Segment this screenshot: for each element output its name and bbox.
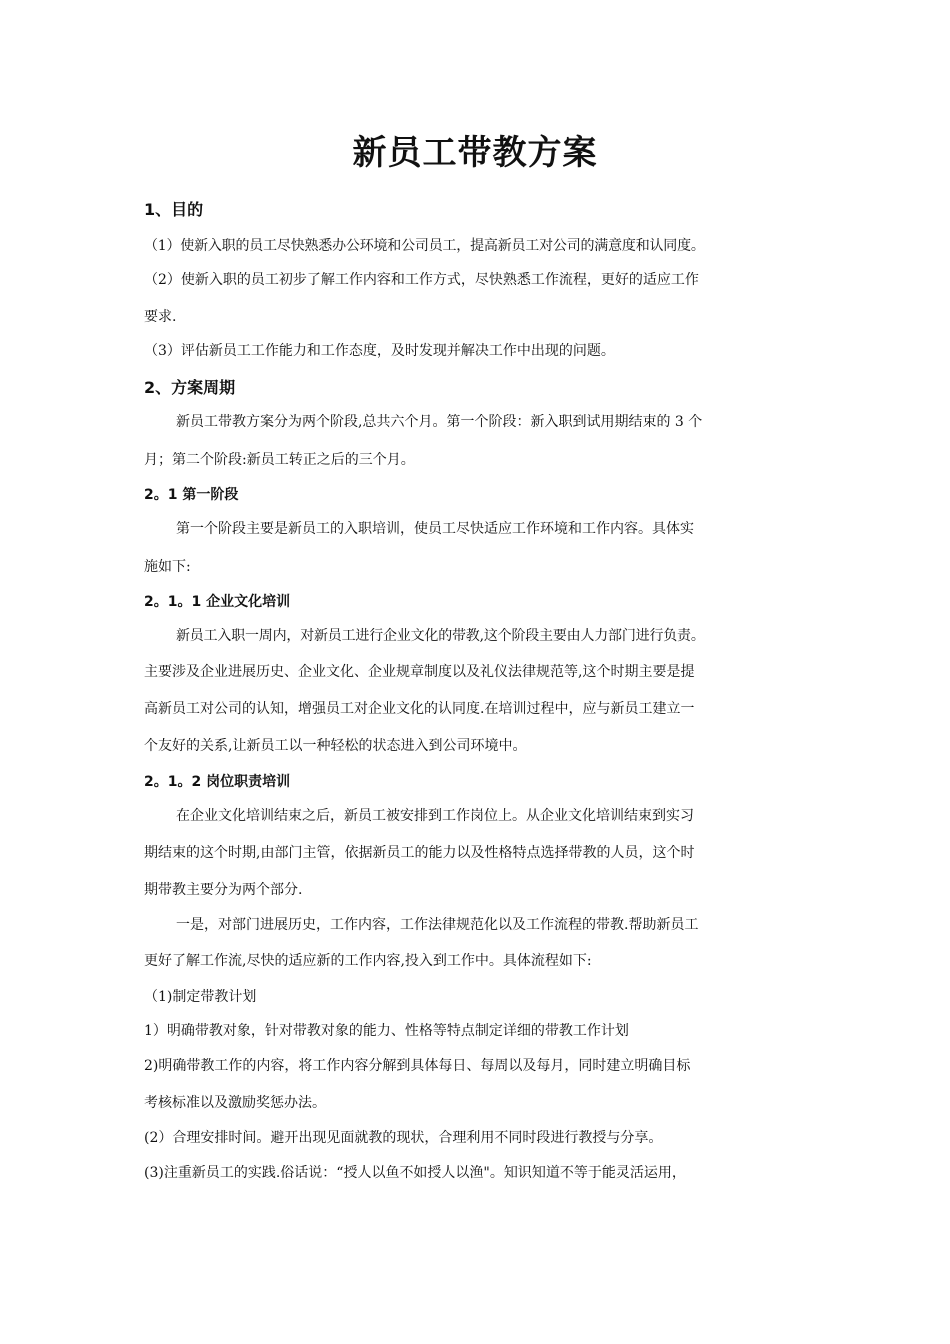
paragraph-line: （3）评估新员工工作能力和工作态度，及时发现并解决工作中出现的问题。 bbox=[144, 343, 615, 359]
paragraph-line: 月；第二个阶段:新员工转正之后的三个月。 bbox=[144, 452, 415, 468]
paragraph-line: 高新员工对公司的认知，增强员工对企业文化的认同度.在培训过程中，应与新员工建立一 bbox=[144, 701, 695, 717]
paragraph-line: 主要涉及企业进展历史、企业文化、企业规章制度以及礼仪法律规范等,这个时期主要是提 bbox=[144, 664, 695, 680]
list-item: (2）合理安排时间。避开出现见面就教的现状，合理利用不同时段进行教授与分享。 bbox=[144, 1130, 663, 1146]
paragraph-line: 新员工带教方案分为两个阶段,总共六个月。第一个阶段：新入职到试用期结束的 3 个 bbox=[176, 414, 703, 430]
page-title: 新员工带教方案 bbox=[352, 133, 598, 173]
list-item: 2)明确带教工作的内容，将工作内容分解到具体每日、每周以及每月，同时建立明确目标 bbox=[144, 1058, 691, 1074]
list-item: (3)注重新员工的实践.俗话说：“授人以鱼不如授人以渔"。知识知道不等于能灵活运用， bbox=[144, 1165, 686, 1181]
paragraph-line: 一是，对部门进展历史，工作内容，工作法律规范化以及工作流程的带教.帮助新员工 bbox=[176, 917, 699, 933]
list-item: （1)制定带教计划 bbox=[144, 989, 257, 1005]
section-heading: 2、方案周期 bbox=[144, 378, 236, 397]
section-heading: 1、目的 bbox=[144, 200, 204, 219]
list-item: 考核标准以及激励奖惩办法。 bbox=[144, 1095, 326, 1111]
paragraph-line: 期带教主要分为两个部分. bbox=[144, 882, 303, 898]
paragraph-line: 施如下: bbox=[144, 559, 191, 575]
subsection-heading: 2。1 第一阶段 bbox=[144, 487, 239, 503]
paragraph-line: 要求. bbox=[144, 309, 177, 325]
subsection-heading: 2。1。2 岗位职责培训 bbox=[144, 774, 291, 790]
paragraph-line: 在企业文化培训结束之后，新员工被安排到工作岗位上。从企业文化培训结束到实习 bbox=[176, 808, 694, 824]
paragraph-line: 新员工入职一周内，对新员工进行企业文化的带教,这个阶段主要由人力部门进行负责。 bbox=[176, 628, 705, 644]
paragraph-line: （2）使新入职的员工初步了解工作内容和工作方式，尽快熟悉工作流程，更好的适应工作 bbox=[144, 272, 699, 288]
paragraph-line: 第一个阶段主要是新员工的入职培训，使员工尽快适应工作环境和工作内容。具体实 bbox=[176, 521, 694, 537]
paragraph-line: （1）使新入职的员工尽快熟悉办公环境和公司员工，提高新员工对公司的满意度和认同度。 bbox=[144, 238, 705, 254]
paragraph-line: 期结束的这个时期,由部门主管，依据新员工的能力以及性格特点选择带教的人员，这个时 bbox=[144, 845, 695, 861]
list-item: 1）明确带教对象，针对带教对象的能力、性格等特点制定详细的带教工作计划 bbox=[144, 1023, 629, 1039]
paragraph-line: 更好了解工作流,尽快的适应新的工作内容,投入到工作中。具体流程如下: bbox=[144, 953, 592, 969]
paragraph-line: 个友好的关系,让新员工以一种轻松的状态进入到公司环境中。 bbox=[144, 738, 527, 754]
subsection-heading: 2。1。1 企业文化培训 bbox=[144, 594, 291, 610]
